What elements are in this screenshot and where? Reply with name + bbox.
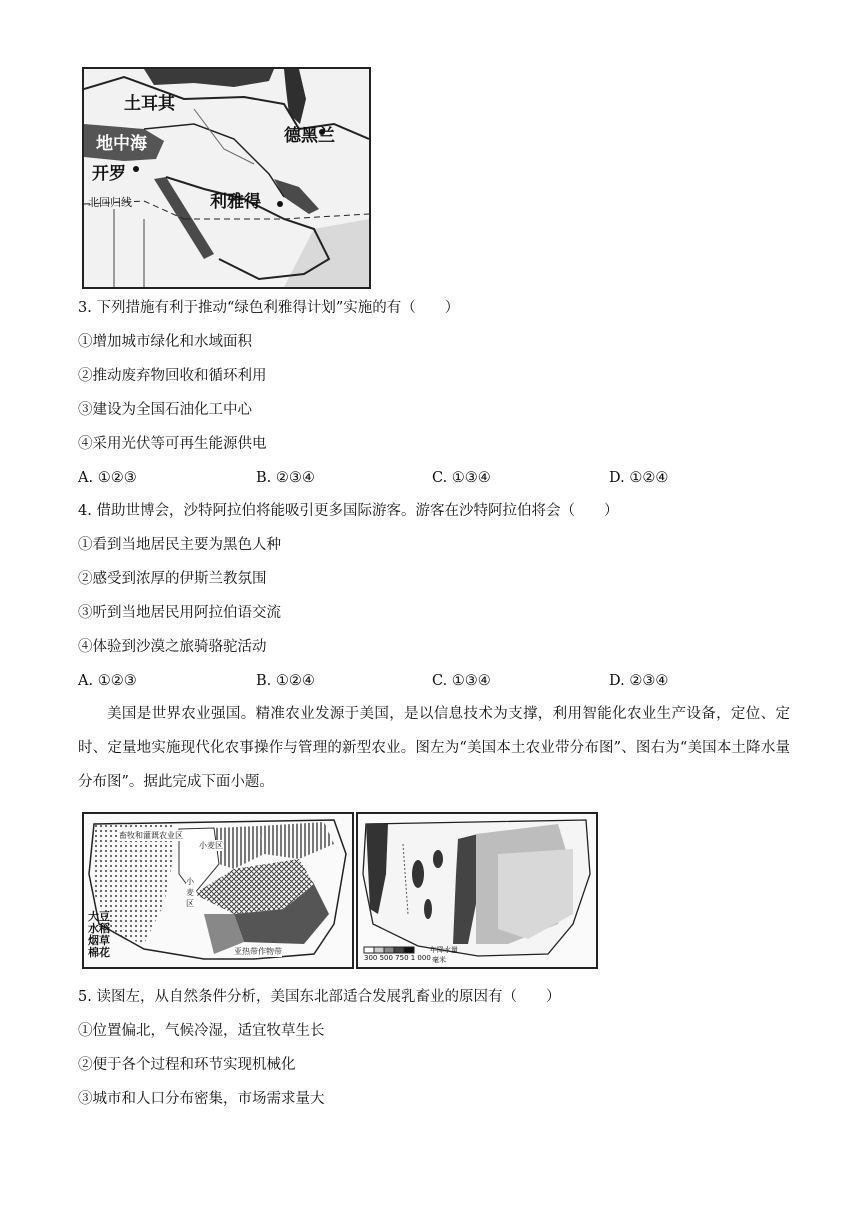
us-precipitation-map-graphic [358,814,596,967]
label-cairo: 开罗 [92,164,126,184]
legend-rice: 水稻 [88,922,110,935]
q4-item-4: ④体验到沙漠之旅骑骆驼活动 [78,639,267,655]
intro-paragraph: 美国是世界农业强国。精准农业发源于美国，是以信息技术为支撑，利用智能化农业生产设备，定位、定时、定量地实施现代化农事操作与管理的新型农业。图左为“美国本土农业带分布图”、图右为“美国本土降水量分布图”。据此完成下面小题。 [78,706,790,790]
us-precipitation-map [356,812,598,969]
precip-legend-title: 年降水量 [430,946,458,954]
q3-item-1: ①增加城市绿化和水域面积 [78,334,252,350]
q3-stem: 3. 下列措施有利于推动“绿色利雅得计划”实施的有（ ） [78,300,460,316]
q4-item-3: ③听到当地居民用阿拉伯语交流 [78,605,281,621]
q4-item-1: ①看到当地居民主要为黑色人种 [78,537,281,553]
q5-item-2: ②便于各个过程和环节实现机械化 [78,1057,296,1073]
q5-item-1: ①位置偏北，气候冷湿，适宜牧草生长 [78,1023,325,1039]
q3-item-4: ④采用光伏等可再生能源供电 [78,436,267,452]
legend-soybean: 大豆 [88,910,110,923]
q3-item-2: ②推动废弃物回收和循环利用 [78,368,267,384]
q3-option-d[interactable]: D. ①②④ [609,470,669,486]
label-wheat-north: 小麦区 [199,841,223,850]
q3-option-a[interactable]: A. ①②③ [78,470,137,486]
q4-item-2: ②感受到浓厚的伊斯兰教氛围 [78,571,267,587]
precip-legend-unit: 毫米 [432,956,446,964]
q3-option-c[interactable]: C. ①③④ [432,470,491,486]
label-turkey: 土耳其 [124,94,175,114]
label-pasture-irrigation: 畜牧和灌溉农业区 [119,831,183,840]
precip-legend-values: 300 500 750 1 000 [364,954,431,962]
q4-option-b[interactable]: B. ①②④ [256,673,315,689]
q3-option-b[interactable]: B. ②③④ [256,470,315,486]
label-mediterranean: 地中海 [96,134,147,154]
label-tropic: 北回归线 [88,196,132,209]
q4-option-c[interactable]: C. ①③④ [432,673,491,689]
legend-cotton: 棉花 [88,946,110,959]
agri-legend [88,911,110,959]
q4-stem: 4. 借助世博会，沙特阿拉伯将能吸引更多国际游客。游客在沙特阿拉伯将会（ ） [78,503,619,519]
label-wheat: 小麦区 [186,877,194,908]
legend-tobacco: 烟草 [88,934,110,947]
q3-item-3: ③建设为全国石油化工中心 [78,402,252,418]
q4-option-a[interactable]: A. ①②③ [78,673,137,689]
label-tehran: 德黑兰 [284,126,335,146]
q5-item-3: ③城市和人口分布密集，市场需求量大 [78,1091,325,1107]
label-riyadh: 利雅得 [210,192,261,212]
middle-east-map [82,67,371,289]
q4-option-d[interactable]: D. ②③④ [609,673,669,689]
q5-stem: 5. 读图左，从自然条件分析，美国东北部适合发展乳畜业的原因有（ ） [78,989,561,1005]
label-subtropical: 亚热带作物带 [234,947,282,956]
us-agriculture-map [82,812,354,969]
